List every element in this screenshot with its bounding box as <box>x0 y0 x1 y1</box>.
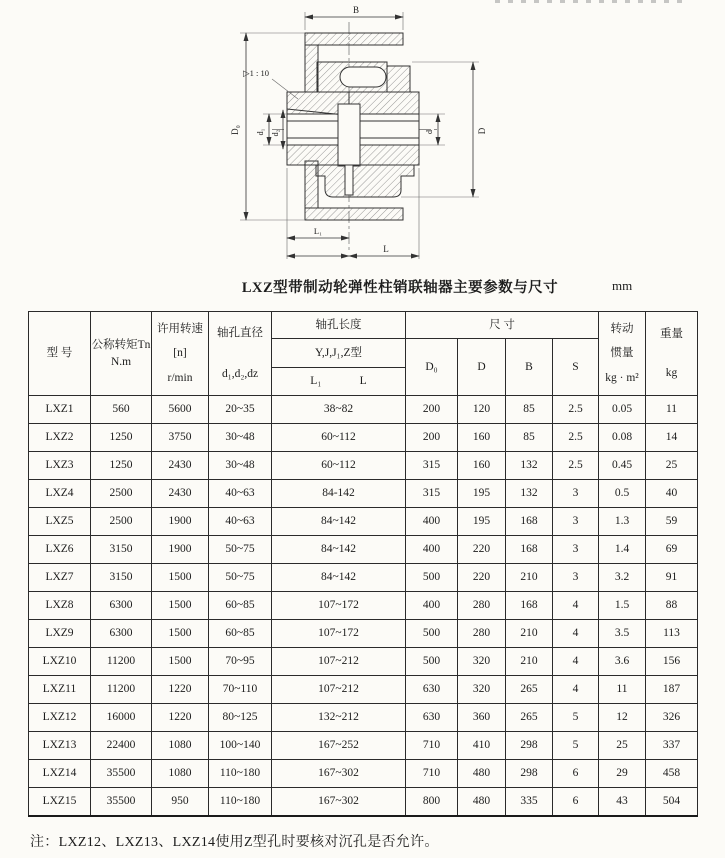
header-torque-line2: N.m <box>110 355 132 368</box>
header-B: B <box>506 339 553 396</box>
coupling-section-drawing <box>228 0 518 268</box>
table-cell: 5 <box>553 732 599 760</box>
table-cell: 630 <box>406 676 458 704</box>
dim-label-d1: d₁ <box>256 128 265 136</box>
header-D: D <box>458 339 506 396</box>
header-bore-length-types: Y,J,J₁,Z型 <box>272 339 406 368</box>
table-row <box>29 480 698 508</box>
header-speed <box>152 312 209 396</box>
table-cell: 504 <box>646 788 698 817</box>
header-bore-diameter <box>209 312 272 396</box>
table-cell: 3 <box>553 480 599 508</box>
dim-label-L1: L₁ <box>313 226 323 236</box>
table-cell: 4 <box>553 648 599 676</box>
table-cell: 265 <box>506 704 553 732</box>
table-cell: 480 <box>458 788 506 817</box>
table-cell: 40 <box>646 480 698 508</box>
table-cell: 2430 <box>152 480 209 508</box>
table-cell: 5600 <box>152 396 209 424</box>
table-row <box>29 592 698 620</box>
table-cell: 156 <box>646 648 698 676</box>
table-cell: 337 <box>646 732 698 760</box>
table-cell: 11200 <box>91 676 152 704</box>
table-cell: LXZ13 <box>29 732 91 760</box>
header-torque <box>91 312 152 396</box>
header-dimensions-group: 尺 寸 <box>406 312 599 339</box>
footnote: 注：LXZ12、LXZ13、LXZ14使用Z型孔时要核对沉孔是否允许。 <box>30 835 439 850</box>
table-cell: 168 <box>506 508 553 536</box>
header-inertia <box>599 312 646 396</box>
table-cell: 35500 <box>91 788 152 817</box>
table-title: LXZ型带制动轮弹性柱销联轴器主要参数与尺寸 <box>241 280 559 296</box>
table-cell: 167~252 <box>272 732 406 760</box>
table-cell: 2500 <box>91 508 152 536</box>
table-cell: LXZ8 <box>29 592 91 620</box>
table-cell: 35500 <box>91 760 152 788</box>
table-cell: 326 <box>646 704 698 732</box>
table-cell: 30~48 <box>209 452 272 480</box>
taper-label: ▷1 : 10 <box>243 68 269 78</box>
table-cell: 360 <box>458 704 506 732</box>
table-cell: 60~112 <box>272 452 406 480</box>
table-cell: 410 <box>458 732 506 760</box>
table-cell: 167~302 <box>272 788 406 817</box>
table-cell: 280 <box>458 592 506 620</box>
header-D0: D₀ <box>406 339 458 396</box>
table-cell: 560 <box>91 396 152 424</box>
table-cell: 0.08 <box>599 424 646 452</box>
dim-label-D: D <box>477 127 487 135</box>
table-row <box>29 536 698 564</box>
table-cell: 107~212 <box>272 676 406 704</box>
table-cell: 1.3 <box>599 508 646 536</box>
table-cell: 1900 <box>152 536 209 564</box>
table-cell: 2.5 <box>553 452 599 480</box>
table-cell: 4 <box>553 592 599 620</box>
table-cell: 1220 <box>152 676 209 704</box>
header-L: L <box>359 375 367 388</box>
header-speed-line1: 许用转速 <box>157 322 203 335</box>
table-cell: 84-142 <box>272 480 406 508</box>
table-cell: 40~63 <box>209 508 272 536</box>
table-cell: 2500 <box>91 480 152 508</box>
table-cell: 500 <box>406 648 458 676</box>
table-cell: 0.05 <box>599 396 646 424</box>
table-cell: 22400 <box>91 732 152 760</box>
table-row <box>29 424 698 452</box>
table-cell: 0.45 <box>599 452 646 480</box>
header-torque-line1: 公称转矩Tn <box>91 339 151 352</box>
table-cell: 3750 <box>152 424 209 452</box>
header-weight-line2: kg <box>665 366 678 379</box>
table-cell: 6 <box>553 788 599 817</box>
dim-label-D0: D₀ <box>230 125 240 135</box>
table-cell: 500 <box>406 620 458 648</box>
table-cell: 187 <box>646 676 698 704</box>
table-cell: 3 <box>553 536 599 564</box>
table-cell: LXZ2 <box>29 424 91 452</box>
table-cell: 630 <box>406 704 458 732</box>
header-speed-line3: r/min <box>167 371 193 384</box>
parameters-table <box>28 311 698 817</box>
table-cell: 160 <box>458 452 506 480</box>
table-row <box>29 788 698 817</box>
table-cell: 69 <box>646 536 698 564</box>
header-inertia-line3: kg · m² <box>605 371 639 384</box>
table-cell: LXZ6 <box>29 536 91 564</box>
table-cell: 1220 <box>152 704 209 732</box>
table-cell: 30~48 <box>209 424 272 452</box>
header-inertia-line1: 转动 <box>610 322 634 335</box>
table-cell: LXZ1 <box>29 396 91 424</box>
table-cell: 500 <box>406 564 458 592</box>
table-cell: LXZ14 <box>29 760 91 788</box>
table-row <box>29 452 698 480</box>
table-cell: 220 <box>458 536 506 564</box>
table-cell: LXZ9 <box>29 620 91 648</box>
cropped-text-remnant <box>495 0 690 3</box>
table-cell: 80~125 <box>209 704 272 732</box>
table-cell: 320 <box>458 648 506 676</box>
table-cell: 132 <box>506 480 553 508</box>
table-cell: 84~142 <box>272 508 406 536</box>
table-cell: 5 <box>553 704 599 732</box>
table-cell: 1250 <box>91 452 152 480</box>
table-cell: 195 <box>458 480 506 508</box>
table-cell: 2430 <box>152 452 209 480</box>
table-cell: 3 <box>553 508 599 536</box>
table-cell: 25 <box>599 732 646 760</box>
header-model: 型 号 <box>29 312 91 396</box>
table-cell: 2.5 <box>553 396 599 424</box>
table-cell: 1080 <box>152 732 209 760</box>
dim-label-B: B <box>352 5 360 15</box>
hub-flanges <box>287 92 419 166</box>
lower-hub <box>316 165 414 197</box>
table-cell: 50~75 <box>209 536 272 564</box>
table-cell: 160 <box>458 424 506 452</box>
pin-column <box>338 104 360 166</box>
dim-label-d: d <box>425 130 434 134</box>
table-cell: 167~302 <box>272 760 406 788</box>
table-cell: 315 <box>406 452 458 480</box>
table-cell: 4 <box>553 676 599 704</box>
table-body <box>29 396 698 817</box>
table-cell: LXZ10 <box>29 648 91 676</box>
table-cell: 91 <box>646 564 698 592</box>
header-S: S <box>553 339 599 396</box>
table-row <box>29 704 698 732</box>
table-cell: 220 <box>458 564 506 592</box>
header-weight <box>646 312 698 396</box>
table-cell: 1250 <box>91 424 152 452</box>
table-cell: 335 <box>506 788 553 817</box>
table-cell: 29 <box>599 760 646 788</box>
table-cell: 132~212 <box>272 704 406 732</box>
table-cell: LXZ4 <box>29 480 91 508</box>
table-cell: 132 <box>506 452 553 480</box>
table-cell: 60~112 <box>272 424 406 452</box>
table-cell: 3.6 <box>599 648 646 676</box>
table-cell: 85 <box>506 396 553 424</box>
table-cell: 1.4 <box>599 536 646 564</box>
table-cell: 168 <box>506 536 553 564</box>
table-cell: LXZ12 <box>29 704 91 732</box>
table-cell: 1500 <box>152 648 209 676</box>
table-cell: 107~212 <box>272 648 406 676</box>
table-cell: 6 <box>553 760 599 788</box>
table-cell: 40~63 <box>209 480 272 508</box>
table-cell: 113 <box>646 620 698 648</box>
table-cell: 16000 <box>91 704 152 732</box>
table-cell: 3150 <box>91 536 152 564</box>
table-row <box>29 396 698 424</box>
table-cell: 4 <box>553 620 599 648</box>
table-cell: 60~85 <box>209 620 272 648</box>
table-cell: 6300 <box>91 592 152 620</box>
table-cell: 0.5 <box>599 480 646 508</box>
table-cell: 110~180 <box>209 788 272 817</box>
table-cell: 107~172 <box>272 592 406 620</box>
header-L1-L <box>272 368 406 396</box>
table-cell: 59 <box>646 508 698 536</box>
header-L1: L₁ <box>310 375 322 388</box>
table-cell: 70~95 <box>209 648 272 676</box>
table-cell: 950 <box>152 788 209 817</box>
table-cell: 84~142 <box>272 536 406 564</box>
dim-label-d2: d₂ <box>271 129 280 137</box>
header-bore-line1: 轴孔直径 <box>217 327 263 340</box>
table-cell: 210 <box>506 648 553 676</box>
table-cell: 100~140 <box>209 732 272 760</box>
header-speed-line2: [n] <box>173 347 187 360</box>
table-row <box>29 508 698 536</box>
table-cell: 298 <box>506 732 553 760</box>
table-cell: 200 <box>406 396 458 424</box>
table-cell: 50~75 <box>209 564 272 592</box>
table-cell: 315 <box>406 480 458 508</box>
table-cell: 400 <box>406 536 458 564</box>
table-row <box>29 620 698 648</box>
table-cell: 6300 <box>91 620 152 648</box>
table-cell: 20~35 <box>209 396 272 424</box>
header-bore-length-group: 轴孔长度 <box>272 312 406 339</box>
table-cell: LXZ3 <box>29 452 91 480</box>
table-cell: 1500 <box>152 620 209 648</box>
table-cell: 43 <box>599 788 646 817</box>
table-row <box>29 648 698 676</box>
table-cell: 400 <box>406 592 458 620</box>
table-cell: 84~142 <box>272 564 406 592</box>
table-cell: 85 <box>506 424 553 452</box>
table-cell: 210 <box>506 564 553 592</box>
table-cell: 1500 <box>152 592 209 620</box>
table-cell: 710 <box>406 760 458 788</box>
table-cell: 11200 <box>91 648 152 676</box>
table-cell: LXZ11 <box>29 676 91 704</box>
table-cell: 480 <box>458 760 506 788</box>
table-cell: 1.5 <box>599 592 646 620</box>
table-cell: 280 <box>458 620 506 648</box>
table-cell: 11 <box>646 396 698 424</box>
table-cell: 265 <box>506 676 553 704</box>
table-row <box>29 732 698 760</box>
table-cell: 3.5 <box>599 620 646 648</box>
table-cell: 1500 <box>152 564 209 592</box>
table-cell: LXZ7 <box>29 564 91 592</box>
elastic-pin-assembly <box>317 62 410 92</box>
dim-label-L: L <box>383 244 389 254</box>
table-cell: 458 <box>646 760 698 788</box>
table-cell: 11 <box>599 676 646 704</box>
table-row <box>29 676 698 704</box>
table-cell: 12 <box>599 704 646 732</box>
table-cell: 25 <box>646 452 698 480</box>
table-cell: 2.5 <box>553 424 599 452</box>
table-header <box>29 312 698 396</box>
unit-label: mm <box>612 278 633 293</box>
table-cell: 1900 <box>152 508 209 536</box>
table-cell: 88 <box>646 592 698 620</box>
table-cell: 38~82 <box>272 396 406 424</box>
table-cell: 120 <box>458 396 506 424</box>
table-row <box>29 760 698 788</box>
table-cell: 107~172 <box>272 620 406 648</box>
table-cell: 3 <box>553 564 599 592</box>
table-row <box>29 564 698 592</box>
table-cell: 320 <box>458 676 506 704</box>
table-cell: 110~180 <box>209 760 272 788</box>
table-cell: LXZ5 <box>29 508 91 536</box>
table-cell: 70~110 <box>209 676 272 704</box>
table-cell: 400 <box>406 508 458 536</box>
table-cell: 3150 <box>91 564 152 592</box>
table-cell: 200 <box>406 424 458 452</box>
table-cell: 1080 <box>152 760 209 788</box>
header-inertia-line2: 惯量 <box>610 347 634 360</box>
table-cell: 298 <box>506 760 553 788</box>
table-cell: 710 <box>406 732 458 760</box>
table-cell: 195 <box>458 508 506 536</box>
header-bore-line2: d₁,d₂,dz <box>221 367 259 380</box>
table-cell: 168 <box>506 592 553 620</box>
table-cell: 3.2 <box>599 564 646 592</box>
table-cell: 14 <box>646 424 698 452</box>
table-cell: LXZ15 <box>29 788 91 817</box>
table-cell: 60~85 <box>209 592 272 620</box>
table-cell: 800 <box>406 788 458 817</box>
header-weight-line1: 重量 <box>660 327 683 340</box>
table-cell: 210 <box>506 620 553 648</box>
